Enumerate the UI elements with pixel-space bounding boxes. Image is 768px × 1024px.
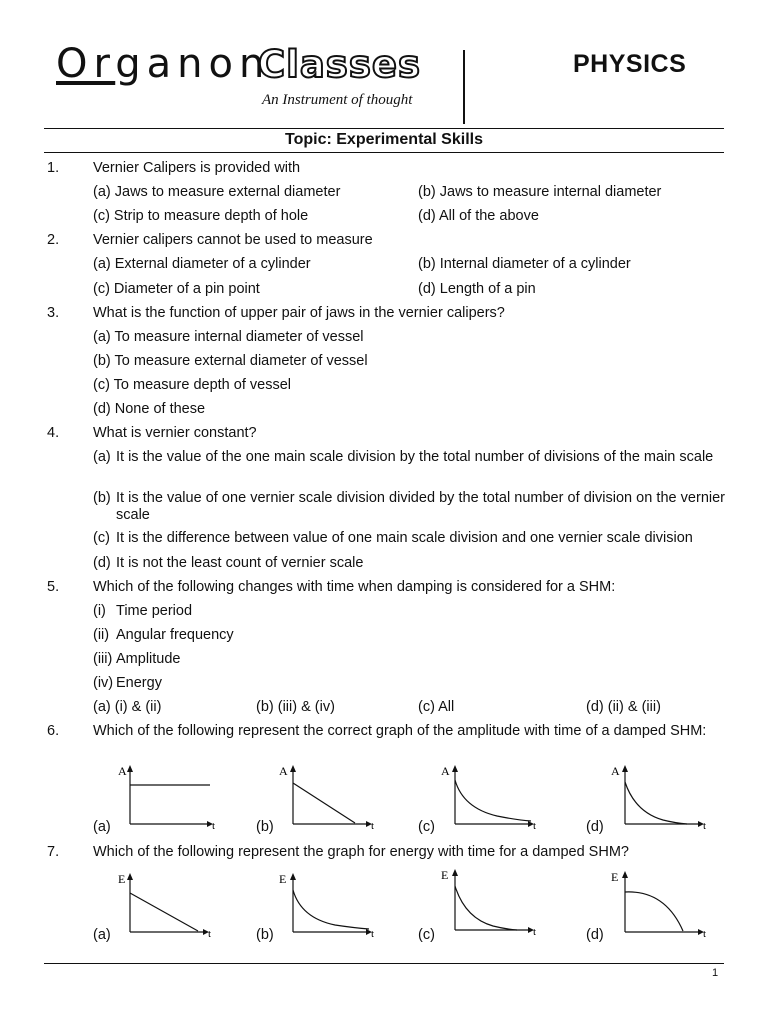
option: (c) To measure depth of vessel (93, 377, 291, 393)
graph-x-label: t (208, 928, 212, 940)
option: (c) (418, 927, 435, 943)
graph-x-label: t (703, 820, 707, 832)
question-number: 7. (47, 844, 60, 860)
list-item-label: (iii) (93, 651, 113, 667)
question-text: Vernier calipers cannot be used to measure (93, 232, 373, 248)
option: (b) To measure external diameter of vessel (93, 353, 368, 369)
list-item-label: (i) (93, 603, 106, 619)
option: (a) External diameter of a cylinder (93, 256, 311, 272)
graph-amplitude-constant (112, 762, 222, 832)
graph-x-label: t (212, 820, 216, 832)
option-text: It is not the least count of vernier scale (116, 555, 364, 571)
graph-amplitude-exponential-slow (437, 762, 547, 832)
question-text: Which of the following represent the correct graph of the amplitude with time of a damped SHM: (93, 723, 707, 739)
graph-amplitude-linear (275, 762, 385, 832)
option: (a) (93, 819, 111, 835)
brand-rest-letters: ganon (115, 41, 271, 87)
brand-first-letters: Or (56, 41, 116, 87)
option: (d) (586, 819, 604, 835)
graph-energy-concave (607, 868, 717, 940)
graph-y-label: E (279, 872, 287, 886)
option: (b) Internal diameter of a cylinder (418, 256, 631, 272)
question-text: Which of the following changes with time when damping is considered for a SHM: (93, 579, 616, 595)
option-label: (c) (93, 530, 110, 546)
question-number: 5. (47, 579, 60, 595)
option: (b) (256, 927, 274, 943)
subject-title: PHYSICS (573, 50, 687, 78)
graph-y-label: E (611, 870, 619, 884)
option: (b) (iii) & (iv) (256, 699, 335, 715)
question-number: 4. (47, 425, 60, 441)
question-number: 1. (47, 160, 60, 176)
graph-y-label: A (611, 764, 620, 778)
topic-rule-bottom (44, 152, 724, 153)
question-text: What is vernier constant? (93, 425, 257, 441)
question-number: 2. (47, 232, 60, 248)
header-divider (463, 50, 465, 124)
graph-energy-exponential-fast (437, 866, 547, 938)
graph-y-label: E (441, 868, 449, 882)
graph-energy-exponential-slow (275, 868, 385, 940)
option: (a) Jaws to measure external diameter (93, 184, 341, 200)
graph-y-label: A (279, 764, 288, 778)
graph-energy-linear (112, 868, 222, 940)
brand-tagline: An Instrument of thought (262, 92, 413, 108)
option: (b) (256, 819, 274, 835)
option-text: It is the value of one vernier scale division divided by the total number of division on the vernier scale (116, 490, 725, 523)
brand-logo-classes: Classes (258, 43, 421, 86)
list-item-text: Amplitude (116, 651, 181, 667)
question-text: Which of the following represent the graph for energy with time for a damped SHM? (93, 844, 629, 860)
option: (b) Jaws to measure internal diameter (418, 184, 662, 200)
graph-y-label: E (118, 872, 126, 886)
question-text: Vernier Calipers is provided with (93, 160, 301, 176)
topic-rule-top (44, 128, 724, 129)
question-number: 3. (47, 305, 60, 321)
option-label: (d) (93, 555, 111, 571)
option: (d) Length of a pin (418, 281, 536, 297)
question-text: What is the function of upper pair of jaws in the vernier calipers? (93, 305, 505, 321)
option: (c) Strip to measure depth of hole (93, 208, 309, 224)
option (93, 555, 725, 572)
option: (d) (ii) & (iii) (586, 699, 661, 715)
option-label: (b) (93, 490, 111, 506)
option-text: It is the value of the one main scale division by the total number of divisions of the main scale (116, 449, 714, 465)
footer-rule (44, 963, 724, 964)
list-item-label: (ii) (93, 627, 110, 643)
graph-x-label: t (533, 926, 537, 938)
question-number: 6. (47, 723, 60, 739)
topic-title: Topic: Experimental Skills (285, 131, 483, 148)
list-item-text: Angular frequency (116, 627, 234, 643)
option: (a) To measure internal diameter of vessel (93, 329, 364, 345)
graph-y-label: A (118, 764, 127, 778)
graph-y-label: A (441, 764, 450, 778)
option (93, 449, 725, 466)
list-item-text: Time period (116, 603, 193, 619)
graph-x-label: t (371, 820, 375, 832)
page-number: 1 (712, 967, 719, 979)
graph-amplitude-exponential-fast (607, 762, 717, 832)
graph-x-label: t (533, 820, 537, 832)
option-text: It is the difference between value of one main scale division and one vernier scale division (116, 530, 693, 546)
list-item-label: (iv) (93, 675, 114, 691)
graph-x-label: t (371, 928, 375, 940)
option: (d) All of the above (418, 208, 539, 224)
option: (d) (586, 927, 604, 943)
option: (c) All (418, 699, 455, 715)
brand-logo-text (56, 40, 270, 88)
option: (c) (418, 819, 435, 835)
option-label: (a) (93, 449, 111, 465)
option (93, 490, 725, 524)
option: (c) Diameter of a pin point (93, 281, 260, 297)
graph-x-label: t (703, 928, 707, 940)
list-item-text: Energy (116, 675, 162, 691)
option: (a) (i) & (ii) (93, 699, 162, 715)
option: (a) (93, 927, 111, 943)
option: (d) None of these (93, 401, 206, 417)
option (93, 530, 725, 547)
